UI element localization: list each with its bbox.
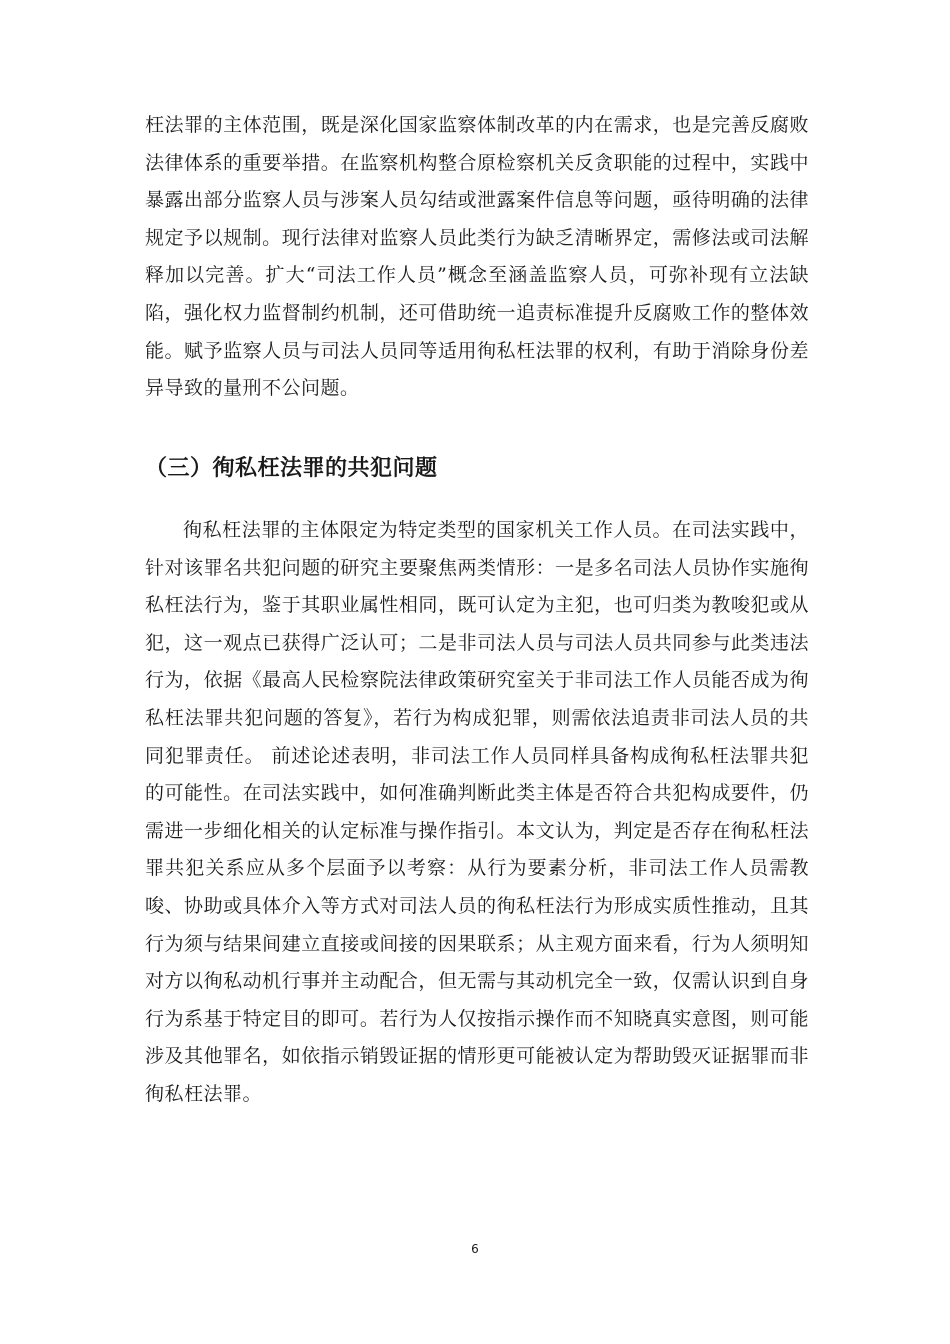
section-paragraph: 徇私枉法罪的主体限定为特定类型的国家机关工作人员。在司法实践中，针对该罪名共犯问题的研究主要聚焦两类情形：一是多名司法人员协作实施徇私枉法行为，鉴于其职业属性相同，既可认定为主犯，也可归类为教唆犯或从犯，这一观点已获得广泛认可；二是非司法人员与司法人员共同参与此类违法行为，依据《最高人民检察院法律政策研究室关于非司法工作人员能否成为徇私枉法罪共犯问题的答复》，若行为构成犯罪，则需依法追责非司法人员的共同犯罪责任。 前述论述表明，非司法工作人员同样具备构成徇私枉法罪共犯的可能性。在司法实践中，如何准确判断此类主体是否符合共犯构成要件，仍需进一步细化相关的认定标准与操作指引。本文认为，判定是否存在徇私枉法罪共犯关系应从多个层面予以考察：从行为要素分析，非司法工作人员需教唆、协助或具体介入等方式对司法人员的徇私枉法行为形成实质性推动，且其行为须与结果间建立直接或间接的因果联系；从主观方面来看，行为人须明知对方以徇私动机行事并主动配合，但无需与其动机完全一致，仅需认识到自身行为系基于特定目的即可。若行为人仅按指示操作而不知晓真实意图，则可能涉及其他罪名，如依指示销毁证据的情形更可能被认定为帮助毁灭证据罪而非徇私枉法罪。 — [145, 519, 809, 1105]
section-paragraph-block — [145, 512, 809, 1114]
continued-paragraph: 枉法罪的主体范围，既是深化国家监察体制改革的内在需求，也是完善反腐败法律体系的重要举措。在监察机构整合原检察机关反贪职能的过程中，实践中暴露出部分监察人员与涉案人员勾结或泄露案件信息等问题，亟待明确的法律规定予以规制。现行法律对监察人员此类行为缺乏清晰界定，需修法或司法解释加以完善。扩大“司法工作人员”概念至涵盖监察人员，可弥补现有立法缺陷，强化权力监督制约机制，还可借助统一追责标准提升反腐败工作的整体效能。赋予监察人员与司法人员同等适用徇私枉法罪的权利，有助于消除身份差异导致的量刑不公问题。 — [145, 114, 809, 400]
page-number: 6 — [471, 1242, 479, 1256]
continued-paragraph-block — [145, 107, 809, 408]
section-heading: （三）徇私枉法罪的共犯问题 — [145, 456, 438, 481]
